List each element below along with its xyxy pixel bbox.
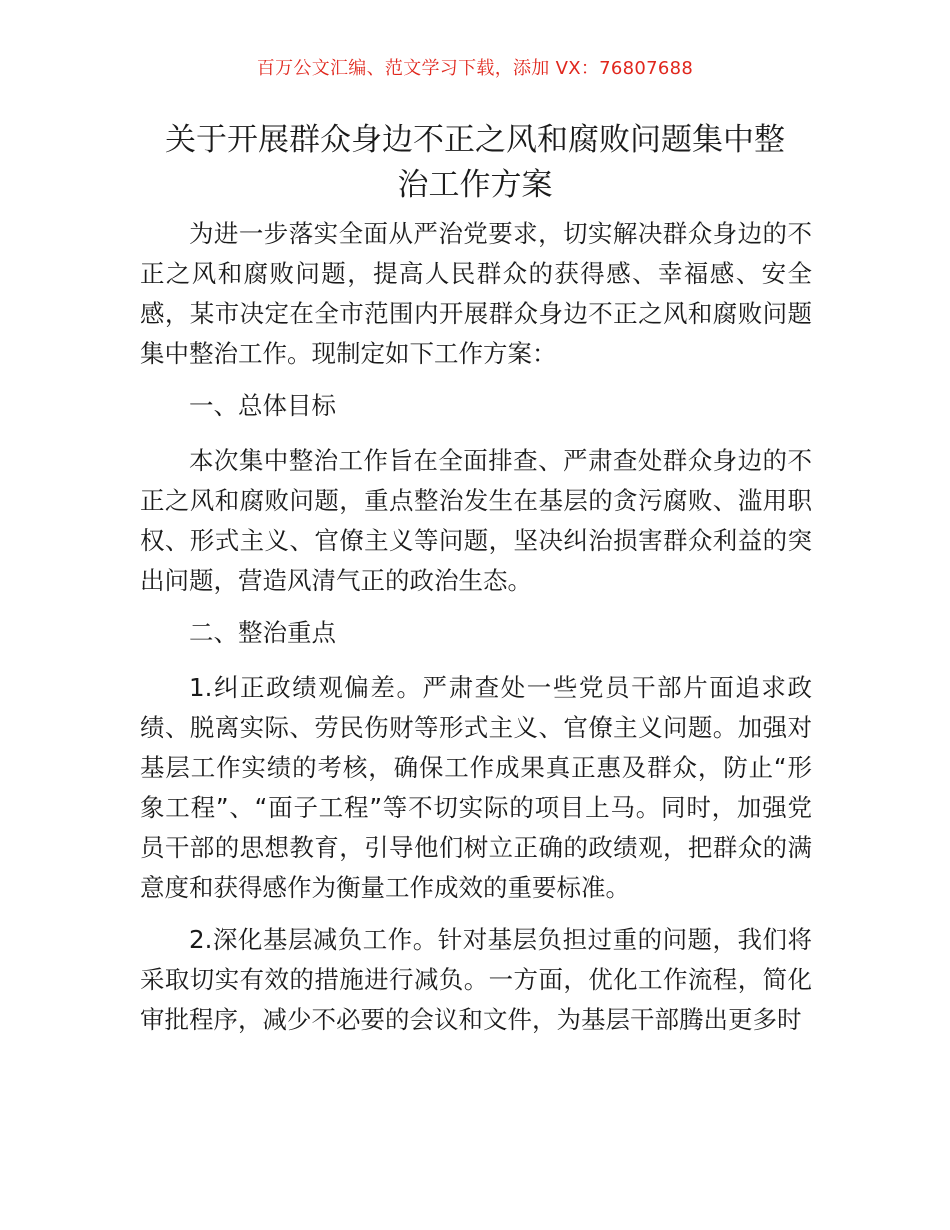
priority-item-2: 2.深化基层减负工作。针对基层负担过重的问题，我们将采取切实有效的措施进行减负。一方面，优化工作流程，简化审批程序，减少不必要的会议和文件，为基层干部腾出更多时 [140, 925, 812, 1034]
document-title [120, 118, 830, 208]
intro-paragraph: 为进一步落实全面从严治党要求，切实解决群众身边的不正之风和腐败问题，提高人民群众的获得感、幸福感、安全感，某市决定在全市范围内开展群众身边不正之风和腐败问题集中整治工作。现制定如下工作方案： [140, 219, 812, 368]
priority-item-1: 1.纠正政绩观偏差。严肃查处一些党员干部片面追求政绩、脱离实际、劳民伤财等形式主义、官僚主义问题。加强对基层工作实绩的考核，确保工作成果真正惠及群众，防止“形象工程”、“面子工程”等不切实际的项目上马。同时，加强党员干部的思想教育，引导他们树立正确的政绩观，把群众的满意度和获得感作为衡量工作成效的重要标准。 [140, 673, 812, 902]
section-heading-goals: 一、总体目标 [189, 391, 336, 420]
title-line-1: 关于开展群众身边不正之风和腐败问题集中整 [165, 122, 785, 158]
promo-banner: 百万公文汇编、范文学习下载，添加 VX：76807688 [256, 58, 694, 79]
goals-paragraph: 本次集中整治工作旨在全面排查、严肃查处群众身边的不正之风和腐败问题，重点整治发生在基层的贪污腐败、滥用职权、形式主义、官僚主义等问题，坚决纠治损害群众利益的突出问题，营造风清气正的政治生态。 [140, 446, 812, 595]
title-line-2: 治工作方案 [397, 167, 553, 203]
section-heading-priorities: 二、整治重点 [189, 618, 336, 647]
document-body [140, 214, 812, 1052]
